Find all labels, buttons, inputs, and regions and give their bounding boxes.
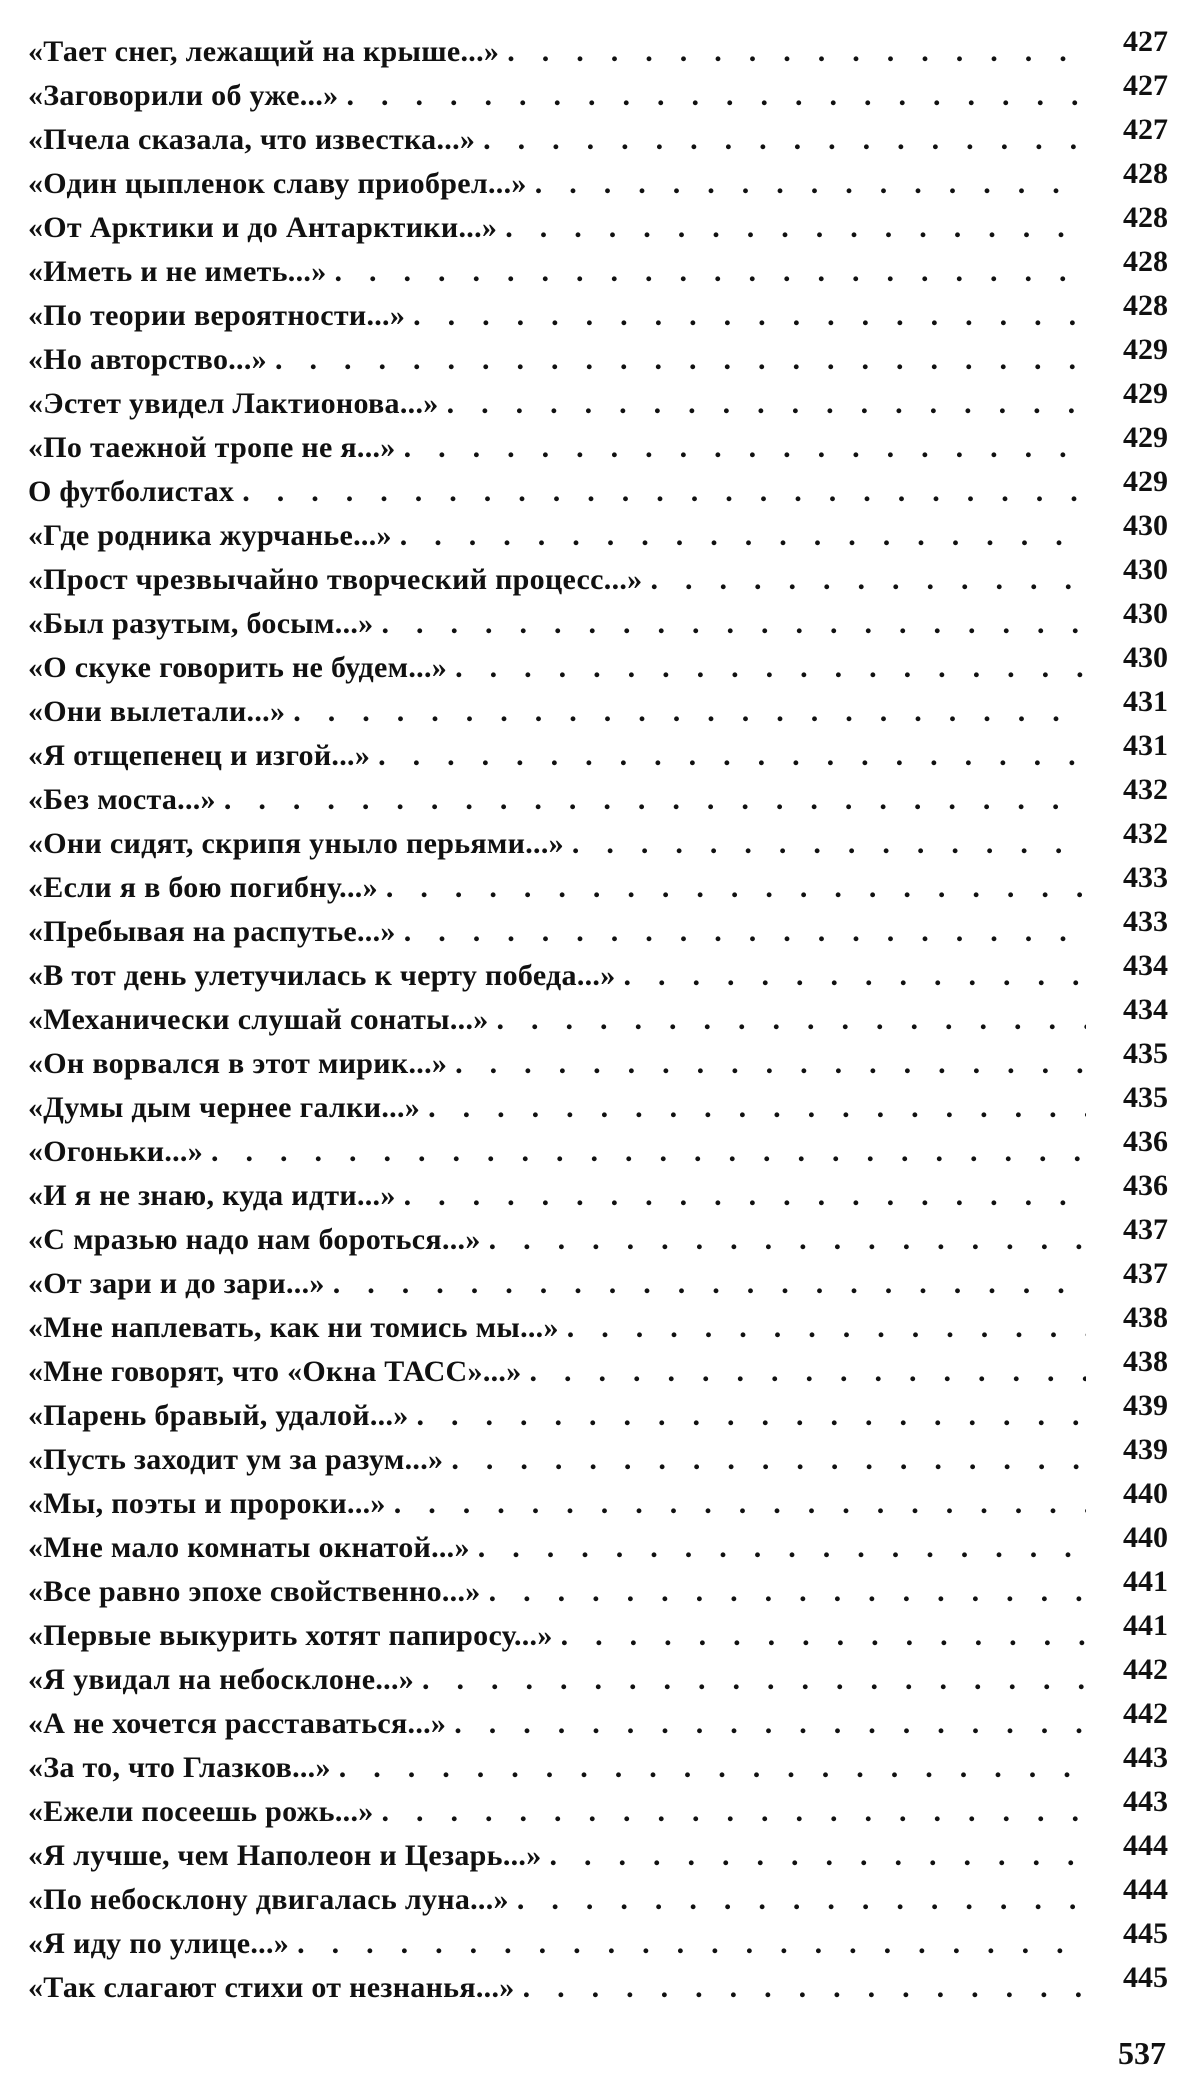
toc-entry-title: «Мне наплевать, как ни томись мы...» <box>28 1311 559 1344</box>
toc-entry-title: «Был разутым, босым...» <box>28 607 374 640</box>
toc-entry-page: 442 <box>1123 1697 1168 1730</box>
toc-entry-page: 440 <box>1123 1521 1168 1554</box>
dot-leader <box>211 1130 1086 1174</box>
toc-entry-title: «Я увидал на небосклоне...» <box>28 1663 415 1696</box>
toc-entry-title: «За то, что Глазков...» <box>28 1751 331 1784</box>
dot-leader <box>478 1526 1086 1570</box>
toc-entry-page: 438 <box>1123 1301 1168 1334</box>
toc-entry <box>28 1565 1168 1614</box>
toc-entry-page: 427 <box>1123 113 1168 146</box>
toc-entry <box>28 1169 1168 1218</box>
toc-entry-page: 431 <box>1123 729 1168 762</box>
dot-leader <box>550 1834 1086 1878</box>
toc-entry <box>28 685 1168 734</box>
toc-entry <box>28 377 1168 426</box>
toc-entry <box>28 1653 1168 1702</box>
toc-entry-title: «Пребывая на распутье...» <box>28 915 396 948</box>
toc-entry-title: «Механически слушай сонаты...» <box>28 1003 489 1036</box>
toc-entry-title: «И я не знаю, куда идти...» <box>28 1179 396 1212</box>
dot-leader <box>624 954 1086 998</box>
dot-leader <box>567 1306 1086 1350</box>
toc-entry-page: 436 <box>1123 1125 1168 1158</box>
dot-leader <box>497 998 1086 1042</box>
toc-entry <box>28 25 1168 74</box>
toc-entry-page: 428 <box>1123 245 1168 278</box>
toc-entry <box>28 773 1168 822</box>
toc-entry-page: 431 <box>1123 685 1168 718</box>
toc-entry <box>28 1741 1168 1790</box>
toc-entry-title: «Пусть заходит ум за разум...» <box>28 1443 444 1476</box>
dot-leader <box>650 558 1086 602</box>
dot-leader <box>451 1438 1086 1482</box>
dot-leader <box>242 470 1086 514</box>
table-of-contents <box>28 25 1168 2010</box>
toc-entry-page: 429 <box>1123 421 1168 454</box>
toc-entry-page: 440 <box>1123 1477 1168 1510</box>
toc-entry-title: «Ежели посеешь рожь...» <box>28 1795 374 1828</box>
dot-leader <box>454 1702 1086 1746</box>
toc-entry <box>28 1521 1168 1570</box>
toc-entry <box>28 1433 1168 1482</box>
toc-entry-title: «Я иду по улице...» <box>28 1927 290 1960</box>
toc-entry <box>28 949 1168 998</box>
toc-entry-title: «Где родника журчанье...» <box>28 519 392 552</box>
toc-entry-title: «Мы, поэты и пророки...» <box>28 1487 386 1520</box>
toc-entry-title: «Он ворвался в этот мирик...» <box>28 1047 448 1080</box>
dot-leader <box>530 1350 1086 1394</box>
dot-leader <box>428 1086 1086 1130</box>
toc-entry <box>28 1389 1168 1438</box>
toc-entry-page: 444 <box>1123 1829 1168 1862</box>
dot-leader <box>297 1922 1086 1966</box>
dot-leader <box>275 338 1086 382</box>
toc-entry-title: «Все равно эпохе свойственно...» <box>28 1575 481 1608</box>
dot-leader <box>400 514 1086 558</box>
toc-entry-page: 428 <box>1123 201 1168 234</box>
dot-leader <box>417 1394 1086 1438</box>
dot-leader <box>404 1174 1086 1218</box>
dot-leader <box>224 778 1086 822</box>
toc-entry-page: 445 <box>1123 1917 1168 1950</box>
toc-entry <box>28 421 1168 470</box>
toc-entry-page: 439 <box>1123 1389 1168 1422</box>
dot-leader <box>413 294 1086 338</box>
dot-leader <box>346 74 1086 118</box>
dot-leader <box>404 910 1086 954</box>
toc-entry-title: «В тот день улетучилась к черту победа...» <box>28 959 616 992</box>
toc-entry-page: 429 <box>1123 377 1168 410</box>
toc-entry <box>28 1917 1168 1966</box>
toc-entry-page: 439 <box>1123 1433 1168 1466</box>
toc-entry <box>28 817 1168 866</box>
toc-entry-page: 438 <box>1123 1345 1168 1378</box>
toc-entry-title: «От зари и до зари...» <box>28 1267 325 1300</box>
page-number: 537 <box>1118 2035 1166 2071</box>
toc-entry <box>28 1785 1168 1834</box>
toc-entry-title: «Я отщепенец и изгой...» <box>28 739 371 772</box>
toc-entry-page: 430 <box>1123 597 1168 630</box>
dot-leader <box>489 1218 1086 1262</box>
dot-leader <box>293 690 1086 734</box>
toc-entry <box>28 861 1168 910</box>
toc-entry <box>28 1609 1168 1658</box>
dot-leader <box>378 734 1086 778</box>
toc-entry-title: «Пчела сказала, что известка...» <box>28 123 476 156</box>
toc-entry-page: 443 <box>1123 1741 1168 1774</box>
dot-leader <box>339 1746 1086 1790</box>
toc-entry-title: «С мразью надо нам бороться...» <box>28 1223 481 1256</box>
toc-entry-page: 437 <box>1123 1213 1168 1246</box>
toc-entry-page: 434 <box>1123 949 1168 982</box>
dot-leader <box>561 1614 1086 1658</box>
toc-entry <box>28 1829 1168 1878</box>
dot-leader <box>517 1878 1086 1922</box>
toc-entry-page: 435 <box>1123 1081 1168 1114</box>
toc-entry <box>28 993 1168 1042</box>
dot-leader <box>489 1570 1086 1614</box>
toc-entry <box>28 597 1168 646</box>
toc-entry <box>28 1081 1168 1130</box>
dot-leader <box>394 1482 1086 1526</box>
dot-leader <box>386 866 1086 910</box>
dot-leader <box>404 426 1086 470</box>
toc-entry-page: 429 <box>1123 465 1168 498</box>
dot-leader <box>523 1966 1086 2010</box>
toc-entry-title: «Я лучше, чем Наполеон и Цезарь...» <box>28 1839 542 1872</box>
toc-entry <box>28 333 1168 382</box>
toc-entry <box>28 1125 1168 1174</box>
toc-entry-page: 445 <box>1123 1961 1168 1994</box>
toc-entry <box>28 1477 1168 1526</box>
toc-entry-title: «От Арктики и до Антарктики...» <box>28 211 498 244</box>
toc-entry <box>28 113 1168 162</box>
toc-entry-title: «Эстет увидел Лактионова...» <box>28 387 439 420</box>
toc-entry-title: «По таежной тропе не я...» <box>28 431 396 464</box>
dot-leader <box>505 206 1086 250</box>
dot-leader <box>535 162 1086 206</box>
toc-entry-page: 437 <box>1123 1257 1168 1290</box>
dot-leader <box>381 602 1086 646</box>
toc-entry <box>28 1961 1168 2010</box>
dot-leader <box>572 822 1086 866</box>
dot-leader <box>422 1658 1086 1702</box>
toc-entry-page: 428 <box>1123 289 1168 322</box>
toc-entry-title: «Но авторство...» <box>28 343 267 376</box>
toc-entry-title: «А не хочется расставаться...» <box>28 1707 447 1740</box>
toc-entry-page: 427 <box>1123 25 1168 58</box>
toc-entry <box>28 553 1168 602</box>
toc-entry <box>28 465 1168 514</box>
toc-entry-page: 430 <box>1123 509 1168 542</box>
toc-entry-title: «Один цыпленок славу приобрел...» <box>28 167 527 200</box>
toc-entry <box>28 1345 1168 1394</box>
toc-entry-title: «По теории вероятности...» <box>28 299 406 332</box>
toc-entry <box>28 201 1168 250</box>
toc-entry-title: «Огоньки...» <box>28 1135 204 1168</box>
dot-leader <box>455 646 1086 690</box>
dot-leader <box>335 250 1086 294</box>
toc-entry-title: «Без моста...» <box>28 783 216 816</box>
toc-entry-title: О футболистах <box>28 475 235 508</box>
toc-entry-title: «Прост чрезвычайно творческий процесс...» <box>28 563 643 596</box>
toc-entry <box>28 1697 1168 1746</box>
toc-entry-page: 432 <box>1123 817 1168 850</box>
toc-entry-page: 429 <box>1123 333 1168 366</box>
toc-entry-title: «Они вылетали...» <box>28 695 286 728</box>
toc-entry-page: 430 <box>1123 641 1168 674</box>
toc-entry <box>28 1873 1168 1922</box>
toc-entry-page: 442 <box>1123 1653 1168 1686</box>
toc-entry <box>28 905 1168 954</box>
toc-entry <box>28 1037 1168 1086</box>
toc-entry <box>28 245 1168 294</box>
toc-entry <box>28 157 1168 206</box>
toc-entry-page: 435 <box>1123 1037 1168 1070</box>
toc-entry <box>28 729 1168 778</box>
toc-entry-title: «Думы дым чернее галки...» <box>28 1091 421 1124</box>
toc-entry-title: «Парень бравый, удалой...» <box>28 1399 409 1432</box>
toc-entry-title: «Они сидят, скрипя уныло перьями...» <box>28 827 564 860</box>
dot-leader <box>333 1262 1086 1306</box>
toc-entry-page: 430 <box>1123 553 1168 586</box>
toc-entry-page: 434 <box>1123 993 1168 1026</box>
dot-leader <box>455 1042 1086 1086</box>
toc-entry-page: 444 <box>1123 1873 1168 1906</box>
toc-entry-title: «Если я в бою погибну...» <box>28 871 378 904</box>
toc-entry-title: «Первые выкурить хотят папиросу...» <box>28 1619 553 1652</box>
toc-entry <box>28 509 1168 558</box>
toc-entry-page: 443 <box>1123 1785 1168 1818</box>
dot-leader <box>507 30 1086 74</box>
toc-entry-page: 433 <box>1123 905 1168 938</box>
dot-leader <box>483 118 1086 162</box>
toc-entry-title: «По небосклону двигалась луна...» <box>28 1883 509 1916</box>
toc-entry-page: 433 <box>1123 861 1168 894</box>
dot-leader <box>447 382 1086 426</box>
toc-entry-page: 428 <box>1123 157 1168 190</box>
dot-leader <box>382 1790 1086 1834</box>
toc-entry <box>28 641 1168 690</box>
toc-entry-title: «Иметь и не иметь...» <box>28 255 327 288</box>
toc-entry-page: 432 <box>1123 773 1168 806</box>
toc-entry <box>28 289 1168 338</box>
toc-entry-title: «Тает снег, лежащий на крыше...» <box>28 35 500 68</box>
toc-entry-page: 441 <box>1123 1609 1168 1642</box>
toc-entry-page: 441 <box>1123 1565 1168 1598</box>
toc-entry-title: «Заговорили об уже...» <box>28 79 339 112</box>
toc-entry-page: 427 <box>1123 69 1168 102</box>
toc-entry <box>28 1301 1168 1350</box>
toc-entry <box>28 1257 1168 1306</box>
toc-entry-title: «О скуке говорить не будем...» <box>28 651 448 684</box>
toc-entry-title: «Мне мало комнаты окнатой...» <box>28 1531 470 1564</box>
toc-entry-page: 436 <box>1123 1169 1168 1202</box>
toc-entry-title: «Мне говорят, что «Окна ТАСС»...» <box>28 1355 522 1388</box>
toc-entry <box>28 69 1168 118</box>
toc-entry-title: «Так слагают стихи от незнанья...» <box>28 1971 515 2004</box>
toc-entry <box>28 1213 1168 1262</box>
